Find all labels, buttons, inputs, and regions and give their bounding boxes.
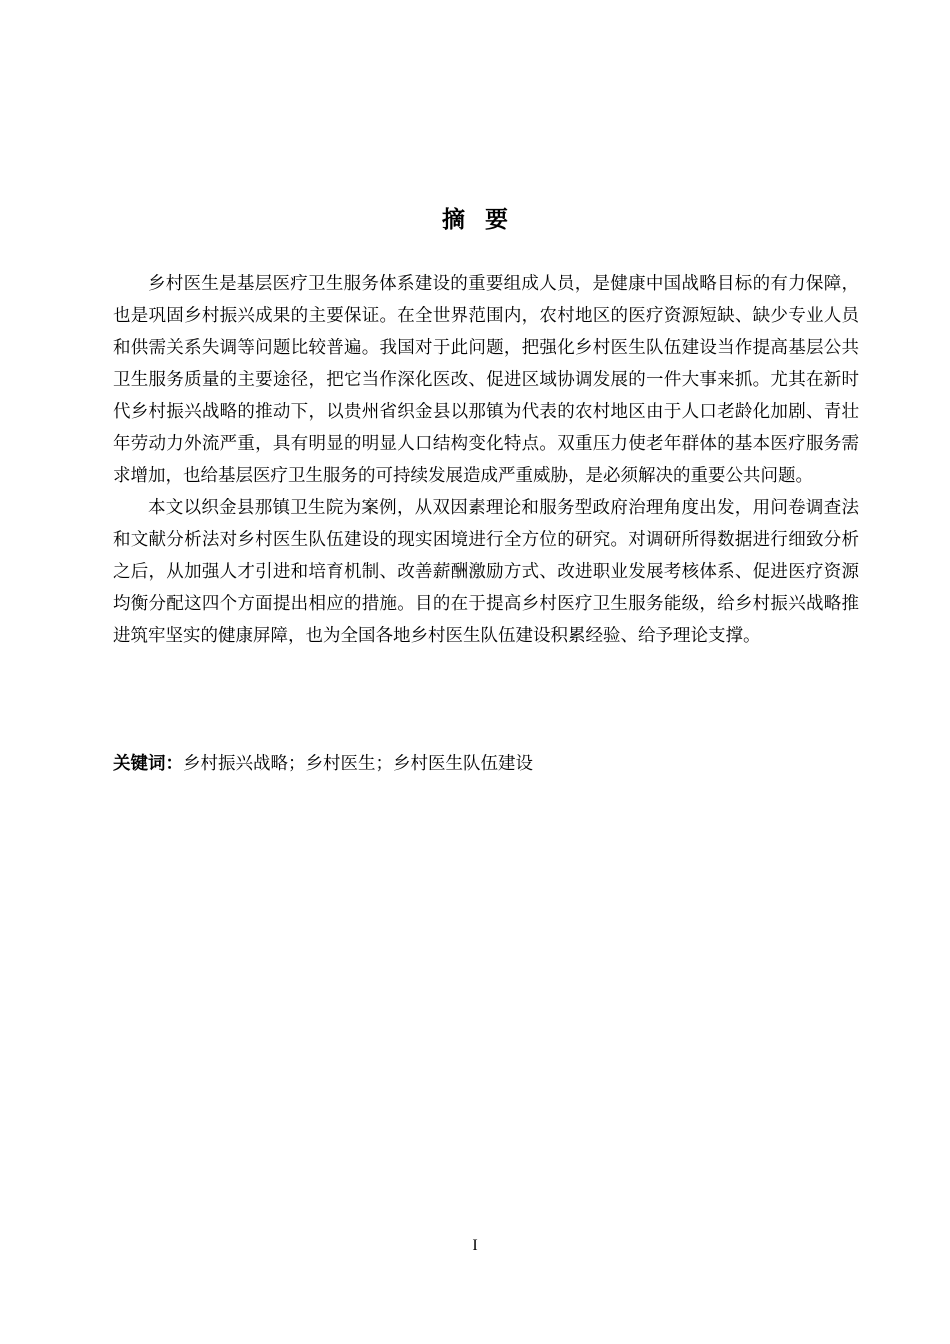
abstract-body [113, 268, 859, 652]
abstract-paragraph-2: 本文以织金县那镇卫生院为案例，从双因素理论和服务型政府治理角度出发，用问卷调查法和文献分析法对乡村医生队伍建设的现实困境进行全方位的研究。对调研所得数据进行细致分析之后，从加强人才引进和培育机制、改善薪酬激励方式、改进职业发展考核体系、促进医疗资源均衡分配这四个方面提出相应的措施。目的在于提高乡村医疗卫生服务能级，给乡村振兴战略推进筑牢坚实的健康屏障，也为全国各地乡村医生队伍建设积累经验、给予理论支撑。 [113, 498, 859, 646]
keywords-label: 关键词： [113, 754, 183, 774]
abstract-paragraph-1: 乡村医生是基层医疗卫生服务体系建设的重要组成人员，是健康中国战略目标的有力保障，也是巩固乡村振兴成果的主要保证。在全世界范围内，农村地区的医疗资源短缺、缺少专业人员和供需关系失调等问题比较普遍。我国对于此问题，把强化乡村医生队伍建设当作提高基层公共卫生服务质量的主要途径，把它当作深化医改、促进区域协调发展的一件大事来抓。尤其在新时代乡村振兴战略的推动下，以贵州省织金县以那镇为代表的农村地区由于人口老龄化加剧、青壮年劳动力外流严重，具有明显的明显人口结构变化特点。双重压力使老年群体的基本医疗服务需求增加，也给基层医疗卫生服务的可持续发展造成严重威胁，是必须解决的重要公共问题。 [113, 274, 859, 486]
page-title: 摘要 [442, 207, 528, 233]
keywords-text: 乡村振兴战略；乡村医生；乡村医生队伍建设 [183, 754, 533, 774]
keywords-line [113, 748, 859, 780]
page-number: I [472, 1237, 478, 1254]
